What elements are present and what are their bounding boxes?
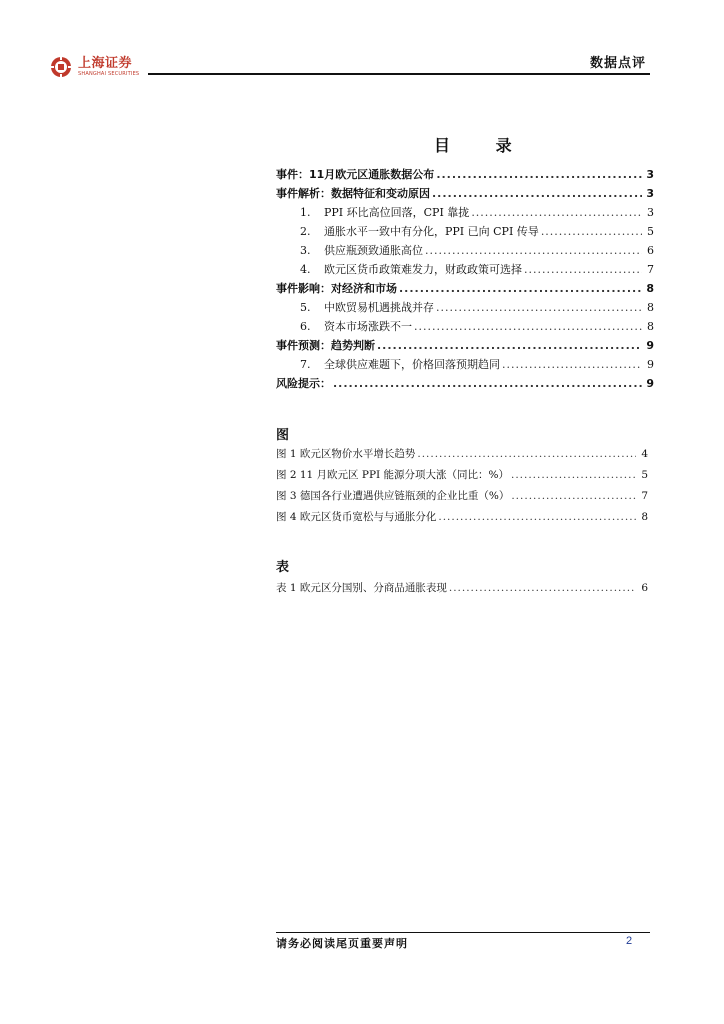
toc-entry-label: 图 4 欧元区货币宽松与与通胀分化 bbox=[276, 511, 437, 523]
dot-leader bbox=[425, 244, 642, 257]
toc-entry[interactable] bbox=[276, 261, 654, 280]
toc-entry[interactable] bbox=[276, 467, 648, 488]
dot-leader bbox=[417, 448, 636, 460]
toc-entry-label: 事件预测：趋势判断 bbox=[276, 339, 375, 352]
table-of-contents bbox=[276, 166, 654, 394]
toc-entry-page: 5 bbox=[641, 469, 648, 481]
toc-entry-page: 3 bbox=[646, 187, 654, 200]
toc-entry-number: 1. bbox=[300, 206, 311, 219]
toc-entry-page: 4 bbox=[641, 448, 648, 460]
dot-leader bbox=[436, 168, 642, 181]
toc-entry-label: 中欧贸易机遇挑战并存 bbox=[324, 301, 434, 314]
toc-entry-label: 事件解析：数据特征和变动原因 bbox=[276, 187, 430, 200]
dot-leader bbox=[377, 339, 642, 352]
toc-entry[interactable] bbox=[276, 166, 654, 185]
dot-leader bbox=[524, 263, 642, 276]
toc-entry[interactable] bbox=[276, 509, 648, 530]
toc-entry[interactable] bbox=[276, 580, 648, 601]
toc-entry-label: 资本市场涨跌不一 bbox=[324, 320, 412, 333]
report-type-label: 数据点评 bbox=[589, 56, 646, 71]
toc-entry-number: 4. bbox=[300, 263, 311, 276]
company-logo bbox=[50, 56, 139, 78]
toc-entry[interactable] bbox=[276, 488, 648, 509]
page-number: 2 bbox=[626, 935, 633, 947]
toc-entry-label: 欧元区货币政策难发力，财政政策可选择 bbox=[324, 263, 522, 276]
dot-leader bbox=[333, 377, 642, 390]
footer-disclaimer: 请务必阅读尾页重要声明 bbox=[276, 937, 408, 950]
toc-entry-label: 图 3 德国各行业遭遇供应链瓶颈的企业比重（%） bbox=[276, 490, 510, 502]
toc-entry[interactable] bbox=[276, 185, 654, 204]
logo-name-en: SHANGHAI SECURITIES bbox=[78, 71, 140, 77]
toc-entry-number: 3. bbox=[300, 244, 311, 257]
header-divider bbox=[148, 73, 650, 75]
toc-entry-label: 图 1 欧元区物价水平增长趋势 bbox=[276, 448, 416, 460]
toc-entry-label: 表 1 欧元区分国别、分商品通胀表现 bbox=[276, 582, 447, 594]
toc-entry-label: 供应瓶颈致通胀高位 bbox=[324, 244, 423, 257]
toc-entry-page: 7 bbox=[641, 490, 648, 502]
figures-heading: 图 bbox=[276, 428, 290, 443]
toc-entry-page: 6 bbox=[647, 244, 654, 257]
dot-leader bbox=[511, 469, 636, 481]
toc-entry-label: 全球供应难题下，价格回落预期趋同 bbox=[324, 358, 500, 371]
toc-entry[interactable] bbox=[276, 356, 654, 375]
toc-entry-label: 风险提示： bbox=[276, 377, 331, 390]
toc-entry[interactable] bbox=[276, 299, 654, 318]
toc-entry-page: 9 bbox=[646, 339, 654, 352]
dot-leader bbox=[399, 282, 642, 295]
toc-entry-number: 7. bbox=[300, 358, 311, 371]
toc-entry[interactable] bbox=[276, 223, 654, 242]
toc-entry[interactable] bbox=[276, 204, 654, 223]
toc-entry-page: 6 bbox=[641, 582, 648, 594]
toc-entry-page: 3 bbox=[647, 206, 654, 219]
toc-entry-label: 事件影响：对经济和市场 bbox=[276, 282, 397, 295]
toc-entry-page: 5 bbox=[647, 225, 654, 238]
dot-leader bbox=[449, 582, 636, 594]
toc-entry-number: 2. bbox=[300, 225, 311, 238]
toc-entry-label: 通胀水平一致中有分化，PPI 已向 CPI 传导 bbox=[324, 225, 539, 238]
dot-leader bbox=[471, 206, 642, 219]
dot-leader bbox=[502, 358, 642, 371]
toc-entry[interactable] bbox=[276, 337, 654, 356]
toc-entry[interactable] bbox=[276, 446, 648, 467]
toc-entry-number: 6. bbox=[300, 320, 311, 333]
toc-entry-page: 8 bbox=[641, 511, 648, 523]
toc-entry-page: 8 bbox=[647, 320, 654, 333]
toc-entry-page: 3 bbox=[646, 168, 654, 181]
table-list bbox=[276, 580, 648, 601]
dot-leader bbox=[511, 490, 636, 502]
tables-heading: 表 bbox=[276, 560, 290, 575]
toc-entry[interactable] bbox=[276, 280, 654, 299]
page-header bbox=[50, 52, 650, 80]
toc-entry-label: PPI 环比高位回落，CPI 靠拢 bbox=[324, 206, 470, 219]
toc-entry-page: 8 bbox=[646, 282, 654, 295]
logo-emblem-icon bbox=[50, 56, 72, 78]
toc-title: 目 录 bbox=[434, 136, 532, 155]
figure-list bbox=[276, 446, 648, 530]
dot-leader bbox=[541, 225, 642, 238]
dot-leader bbox=[436, 301, 642, 314]
toc-entry[interactable] bbox=[276, 375, 654, 394]
toc-entry-page: 9 bbox=[646, 377, 654, 390]
toc-entry[interactable] bbox=[276, 242, 654, 261]
toc-entry-page: 9 bbox=[647, 358, 654, 371]
toc-entry-page: 7 bbox=[647, 263, 654, 276]
logo-name-cn: 上海证券 bbox=[78, 56, 133, 71]
toc-entry-label: 事件：11月欧元区通胀数据公布 bbox=[276, 168, 435, 181]
toc-entry-label: 图 2 11 月欧元区 PPI 能源分项大涨（同比：%） bbox=[276, 469, 509, 481]
toc-entry-number: 5. bbox=[300, 301, 311, 314]
dot-leader bbox=[432, 187, 642, 200]
toc-entry-page: 8 bbox=[647, 301, 654, 314]
dot-leader bbox=[438, 511, 636, 523]
dot-leader bbox=[414, 320, 642, 333]
toc-entry[interactable] bbox=[276, 318, 654, 337]
footer-divider bbox=[276, 932, 650, 933]
